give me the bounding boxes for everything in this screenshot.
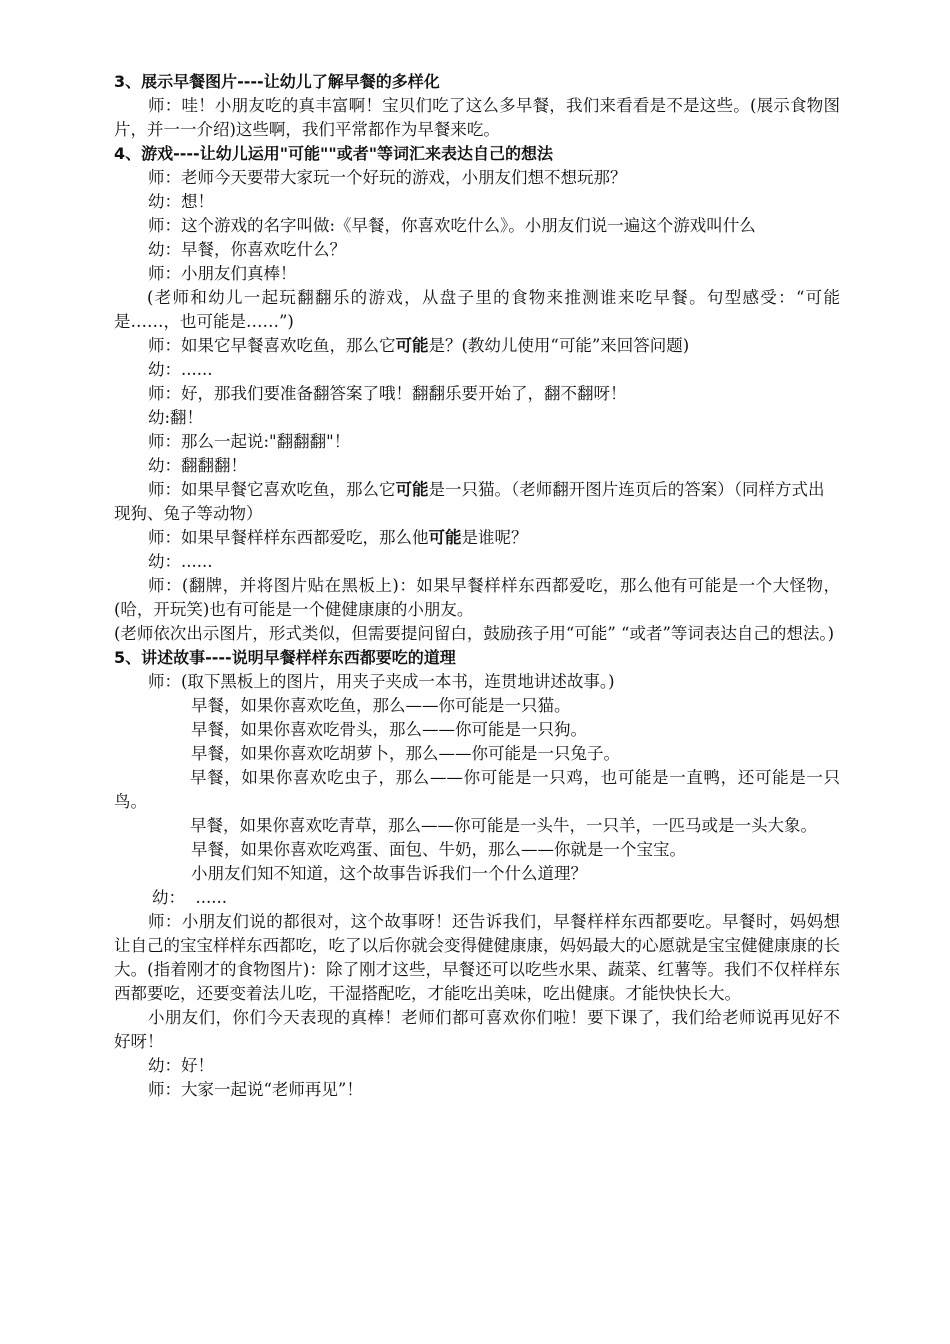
dialogue-line: 师：如果早餐样样东西都爱吃，那么他可能是谁呢？ (148, 528, 528, 547)
story-line: 早餐，如果你喜欢吃鸡蛋、面包、牛奶，那么——你就是一个宝宝。 (191, 840, 686, 859)
dialogue-line: 幼：想！ (148, 192, 214, 211)
section-3-paragraph: 师：哇！小朋友吃的真丰富啊！宝贝们吃了这么多早餐，我们来看看是不是这些。(展示食物图片，并一一介绍)这些啊，我们平常都作为早餐来吃。 (114, 96, 840, 139)
closing-paragraph: 小朋友们，你们今天表现的真棒！老师们都可喜欢你们啦！要下课了，我们给老师说再见好不好呀！ (114, 1008, 840, 1051)
dialogue-line: 幼:翻！ (148, 408, 204, 427)
story-line: 早餐，如果你喜欢吃骨头，那么——你可能是一只狗。 (191, 720, 587, 739)
dialogue-line: 幼： ...... (152, 888, 227, 907)
dialogue-line: 幼：翻翻翻！ (148, 456, 247, 475)
dialogue-line: 师：那么一起说:"翻翻翻"！ (148, 432, 351, 451)
story-line: 早餐，如果你喜欢吃鱼，那么——你可能是一只猫。 (191, 696, 571, 715)
dialogue-line: 师：如果它早餐喜欢吃鱼，那么它可能是？(教幼儿使用“可能”来回答问题) (148, 336, 690, 355)
story-line: 早餐，如果你喜欢吃胡萝卜，那么——你可能是一只兔子。 (191, 744, 620, 763)
dialogue-line: 师：这个游戏的名字叫做:《早餐，你喜欢吃什么》。小朋友们说一遍这个游戏叫什么 (148, 216, 756, 235)
story-line: 早餐，如果你喜欢吃虫子，那么——你可能是一只鸡，也可能是一直鸭，还可能是一只鸟。 (114, 768, 840, 811)
dialogue-line: 幼：好！ (148, 1056, 214, 1075)
section-4-heading: 4、游戏----让幼儿运用"可能""或者"等词汇来表达自己的想法 (114, 144, 554, 163)
story-line: 小朋友们知不知道，这个故事告诉我们一个什么道理？ (191, 864, 587, 883)
dialogue-line: 师：小朋友们真棒！ (148, 264, 297, 283)
dialogue-paragraph: 师：(翻牌，并将图片贴在黑板上)：如果早餐样样东西都爱吃，那么他有可能是一个大怪物，(哈，开玩笑)也有可能是一个健健康康的小朋友。 (114, 576, 840, 619)
document-page (114, 70, 840, 1102)
teacher-summary: 师：小朋友们说的都很对，这个故事呀！还告诉我们，早餐样样东西都要吃。早餐时，妈妈想让自己的宝宝样样东西都吃，吃了以后你就会变得健健康康，妈妈最大的心愿就是宝宝健健康康的长大。(指着刚才的食物图片)：除了刚才这些，早餐还可以吃些水果、蔬菜、红薯等。我们不仅样样东西都要吃，还要变着法儿吃，干湿搭配吃，才能吃出美味，吃出健康。才能快快长大。 (114, 912, 840, 1003)
bold-keyword: 可能 (428, 528, 462, 547)
dialogue-line: 幼：早餐，你喜欢吃什么？ (148, 240, 346, 259)
activity-note: (老师和幼儿一起玩翻翻乐的游戏，从盘子里的食物来推测谁来吃早餐。句型感受：“可能是……，也可能是……”) (114, 288, 840, 331)
dialogue-line: 幼：...... (148, 552, 213, 571)
bold-keyword: 可能 (395, 480, 429, 499)
dialogue-line: 师：(取下黑板上的图片，用夹子夹成一本书，连贯地讲述故事。) (148, 672, 615, 691)
dialogue-line: 师：如果早餐它喜欢吃鱼，那么它可能是一只猫。（老师翻开图片连页后的答案）（同样方式出现狗、兔子等动物） (114, 480, 825, 523)
activity-note: (老师依次出示图片，形式类似，但需要提问留白，鼓励孩子用“可能” “或者”等词表达自己的想法。) (114, 624, 835, 643)
bold-keyword: 可能 (395, 336, 429, 355)
dialogue-line: 师：老师今天要带大家玩一个好玩的游戏，小朋友们想不想玩那？ (148, 168, 627, 187)
section-5-heading: 5、讲述故事----说明早餐样样东西都要吃的道理 (114, 648, 456, 667)
dialogue-line: 幼：...... (148, 360, 213, 379)
dialogue-line: 师：好，那我们要准备翻答案了哦！翻翻乐要开始了，翻不翻呀！ (148, 384, 627, 403)
story-line: 早餐，如果你喜欢吃青草，那么——你可能是一头牛，一只羊，一匹马或是一头大象。 (190, 816, 817, 835)
dialogue-line: 师：大家一起说“老师再见”！ (148, 1080, 363, 1099)
section-3-heading: 3、展示早餐图片----让幼儿了解早餐的多样化 (114, 72, 440, 91)
